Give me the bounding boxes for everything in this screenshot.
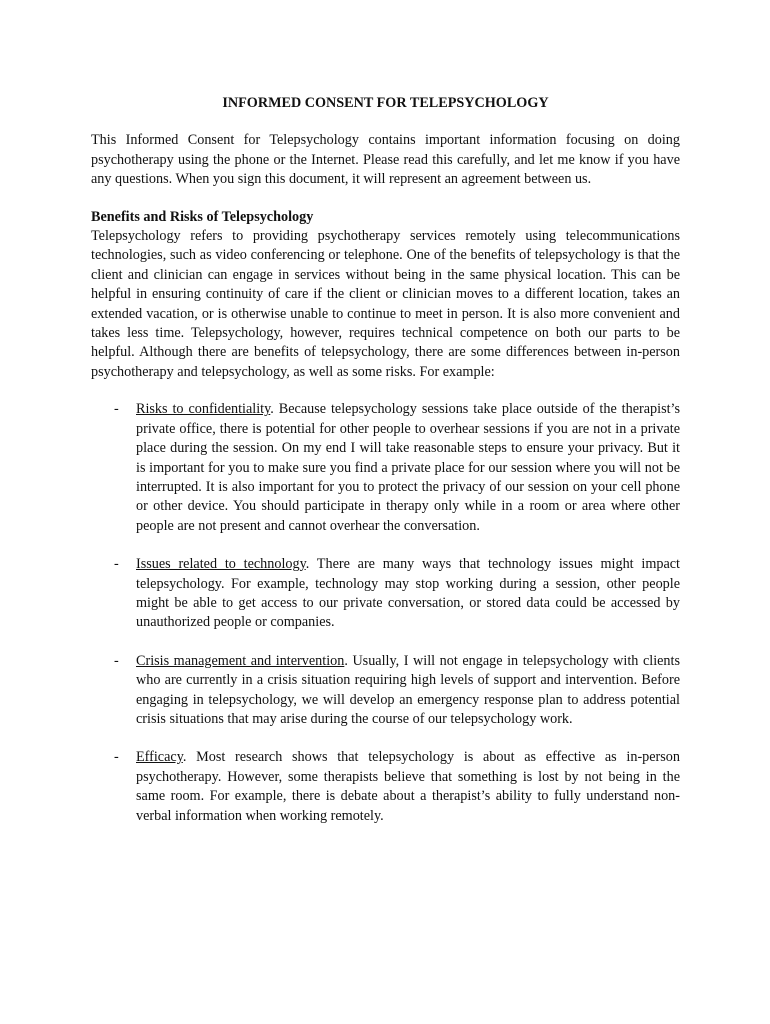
risk-term: Risks to confidentiality (136, 401, 271, 418)
risk-text: . Usually, I will not engage in telepsychology with clients who are currently in a crisis situation requiring high levels of support and intervention. Before engaging in telepsychology, we will develop an emergency response plan to address potential crisis situations that may arise during the course of our telepsychology work. (136, 652, 680, 727)
list-item (91, 748, 680, 826)
document-title: INFORMED CONSENT FOR TELEPSYCHOLOGY (222, 95, 549, 111)
risk-text: . Most research shows that telepsychology is about as effective as in-person psychotherapy. However, some therapists believe that something is lost by not being in the same room. For example, there is debate about a therapist’s ability to fully understand non-verbal information when working remotely. (136, 749, 680, 824)
list-item (91, 400, 680, 536)
risk-text: . There are many ways that technology issues might impact telepsychology. For example, technology may stop working during a session, other people might be able to get access to our private conversation, or stored data could be accessed by unauthorized people or companies. (136, 556, 680, 631)
intro-paragraph: This Informed Consent for Telepsychology contains important information focusing on doing psychotherapy using the phone or the Internet. Please read this carefully, and let me know if you have any questions. When you sign this document, it will represent an agreement between us. (91, 132, 680, 188)
risk-text: . Because telepsychology sessions take place outside of the therapist’s private office, there is potential for other people to overhear sessions if you are not in a private place during the session. On my end I will take reasonable steps to ensure your privacy. But it is important for you to make sure you find a private place for our session where you will not be interrupted. It is also important for you to protect the privacy of our session on your cell phone or other device. You should participate in therapy only while in a room or area where other people are not present and cannot overhear the conversation. (136, 401, 680, 534)
list-item (91, 555, 680, 633)
section-body: Telepsychology refers to providing psychotherapy services remotely using telecommunications technologies, such as video conferencing or telephone. One of the benefits of telepsychology is that the client and clinician can engage in services without being in the same physical location. This can be helpful in ensuring continuity of care if the client or clinician moves to a different location, takes an extended vacation, or is otherwise unable to continue to meet in person. It is also more convenient and takes less time. Telepsychology, however, requires technical competence on both our parts to be helpful. Although there are benefits of telepsychology, there are some differences between in-person psychotherapy and telepsychology, as well as some risks. For example: (91, 228, 680, 380)
bullet-dash: - (114, 749, 119, 766)
list-item (91, 652, 680, 730)
risk-term: Issues related to technology (136, 556, 306, 573)
risk-list (91, 400, 680, 826)
section-heading: Benefits and Risks of Telepsychology (91, 208, 314, 225)
bullet-dash: - (114, 556, 119, 573)
risk-term: Crisis management and intervention (136, 652, 345, 669)
risk-term: Efficacy (136, 749, 183, 766)
bullet-dash: - (114, 401, 119, 418)
bullet-dash: - (114, 652, 119, 669)
document-page (91, 94, 680, 845)
